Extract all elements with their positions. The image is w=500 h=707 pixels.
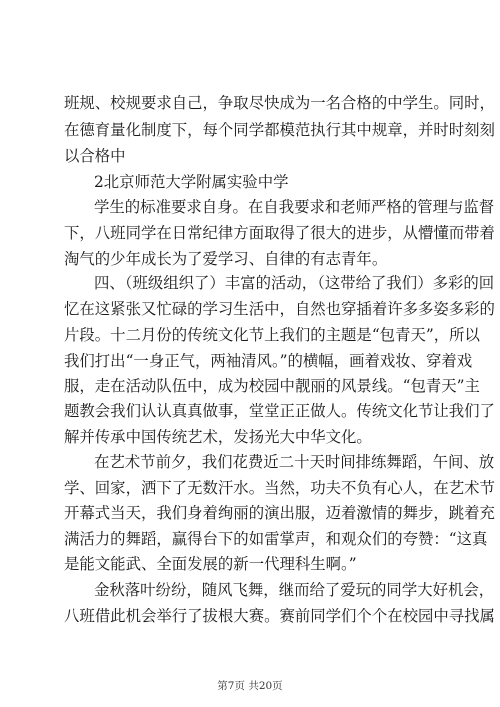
text-line: 是能文能武、全面发展的新一代理科生啊。” [64,555,357,573]
text-line: 以合格中 [64,147,126,165]
text-line: 学生的标准要求自身。在自我要求和老师严格的管理与监督 [94,198,495,216]
text-line: 淘气的少年成长为了爱学习、自律的有志青年。 [64,250,388,268]
text-line: 我们打出“一身正气，两袖清风。”的横幅，画着戏妆、穿着戏 [64,352,473,370]
text-line: 八班借此机会举行了拔根大赛。赛前同学们个个在校园中寻找属 [64,607,495,625]
text-line: 学、回家，洒下了无数汗水。当然，功夫不负有心人，在艺术节 [64,479,495,497]
text-line: 题教会我们认认真真做事，堂堂正正做人。传统文化节让我们了 [64,402,495,420]
text-line: 下，八班同学在日常纪律方面取得了很大的进步，从懵懂而带着 [64,224,495,242]
text-line: 服，走在活动队伍中，成为校园中靓丽的风景线。“包青天”主 [64,377,480,395]
text-line: 在艺术节前夕，我们花费近二十天时间排练舞蹈，午间、放 [94,453,495,471]
text-line: 班规、校规要求自己，争取尽快成为一名合格的中学生。同时， [64,94,495,112]
section-heading: 2北京师范大学附属实验中学 [94,173,289,191]
text-line: 在德育量化制度下，每个同学都模范执行其中规章，并时时刻刻 [64,121,495,139]
text-line: 片段。十二月份的传统文化节上我们的主题是“包青天”，所以 [64,326,480,344]
text-line: 满活力的舞蹈，赢得台下的如雷掌声，和观众们的夸赞：“这真 [64,530,488,548]
text-line: 四、（班级组织了）丰富的活动，（这带给了我们）多彩的回 [94,274,495,292]
text-line: 解并传承中国传统艺术，发扬光大中华文化。 [64,428,372,446]
text-line: 开幕式当天，我们身着绚丽的演出服，迈着激情的舞步，跳着充 [64,504,495,522]
page-number: 第7页 共20页 [217,680,283,692]
text-line: 忆在这紧张又忙碌的学习生活中，自然也穿插着许多多姿多彩的 [64,300,495,318]
text-line: 金秋落叶纷纷，随风飞舞，继而给了爱玩的同学大好机会， [94,581,495,599]
